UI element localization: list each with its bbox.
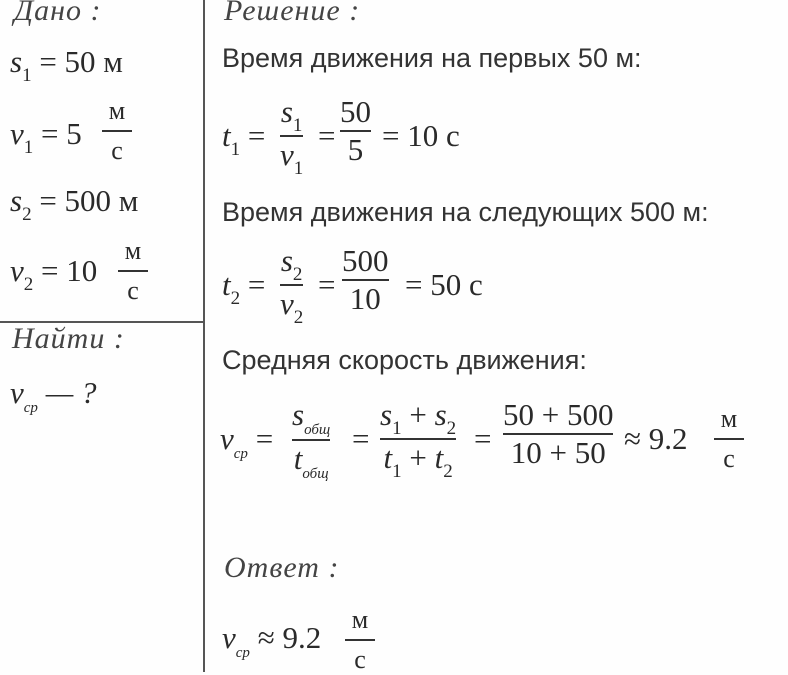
answer-value: $v_{ср} \approx 9.2$ xyxy=(222,620,322,661)
vcp-formula-fraction: $s_{общ}$ $t_{общ}$ xyxy=(292,397,331,482)
t2-formula-fraction: $s_2$ $v_2$ xyxy=(280,243,304,328)
solution-header: Решение : xyxy=(224,0,361,27)
t2-value-fraction: 500 10 xyxy=(342,243,389,316)
vcp-lhs: $v_{ср}$ = xyxy=(220,421,274,462)
vcp-eq3: = xyxy=(474,421,492,456)
given-header: Дано : xyxy=(14,0,102,27)
vcp-value-fraction: 50 + 500 10 + 50 xyxy=(503,397,614,470)
given-v1: $v_1 = 5$ xyxy=(10,116,82,158)
answer-unit: м с xyxy=(345,605,375,675)
t1-result: = 10 с xyxy=(382,118,460,153)
given-s1: $s_1 = 50$ м xyxy=(10,44,123,86)
vcp-sum-fraction: $s_1 + s_2$ $t_1 + t_2$ xyxy=(380,397,457,482)
column-divider xyxy=(203,0,205,672)
t1-eq2: = xyxy=(318,118,336,153)
t2-lhs: $t_2$ = xyxy=(222,267,266,309)
find-header: Найти : xyxy=(12,322,125,355)
t1-formula-fraction: $s_1$ $v_1$ xyxy=(280,94,304,179)
given-s2: $s_2 = 500$ м xyxy=(10,183,139,225)
vcp-eq2: = xyxy=(352,421,370,456)
solution-line1: Время движения на первых 50 м: xyxy=(222,43,642,73)
solution-line2: Время движения на следующих 500 м: xyxy=(222,197,709,227)
vcp-unit: м с xyxy=(714,404,744,474)
given-v2-unit: м с xyxy=(118,236,148,306)
solution-line3: Средняя скорость движения: xyxy=(222,345,587,375)
find-vcp: $v_{ср}$ — ? xyxy=(10,375,97,416)
t2-result: = 50 с xyxy=(405,267,483,302)
t2-eq2: = xyxy=(318,267,336,302)
given-v1-unit: м с xyxy=(102,96,132,166)
t1-lhs: $t_1$ = xyxy=(222,118,266,160)
vcp-approx: ≈ 9.2 xyxy=(624,421,688,456)
answer-header: Ответ : xyxy=(224,551,340,584)
t1-value-fraction: 50 5 xyxy=(340,94,371,167)
given-v2: $v_2 = 10$ xyxy=(10,253,98,295)
